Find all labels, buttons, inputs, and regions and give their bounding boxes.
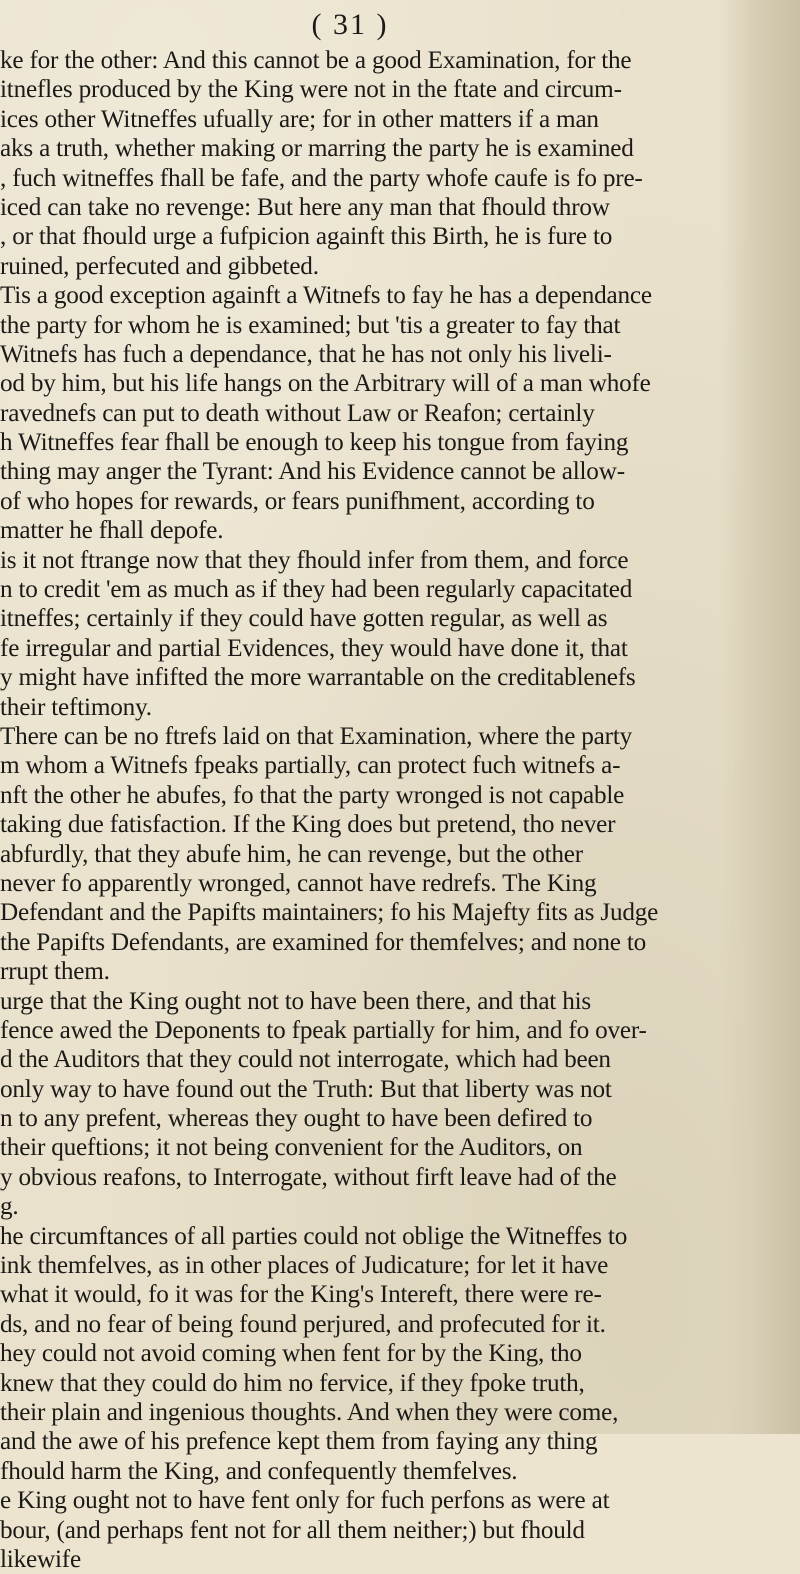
text-line: urge that the King ought not to have been there, and that his [0,987,591,1015]
text-line: is it not ftrange now that they fhould infer from them, and force [0,546,629,574]
text-line: and the awe of his prefence kept them from faying any thing [0,1428,598,1456]
text-line: n to credit 'em as much as if they had been regularly capacitated [0,576,633,604]
text-line: , or that fhould urge a fufpicion againft this Birth, he is fure to [0,223,613,251]
text-line: aks a truth, whether making or marring the party he is examined [0,135,634,163]
text-line: ices other Witneffes ufually are; for in other matters if a man [0,105,599,133]
text-line: the party for whom he is examined; but 'tis a greater to fay that [0,311,621,339]
text-line: h Witneffes fear fhall be enough to keep his tongue from faying [0,429,629,457]
text-line: matter he fhall depofe. [0,517,224,545]
text-line: Witnefs has fuch a dependance, that he has not only his liveli- [0,340,612,368]
text-line: fe irregular and partial Evidences, they would have done it, that [0,634,628,662]
text-line: ds, and no fear of being found perjured, and profecuted for it. [0,1310,606,1338]
text-line: he circumftances of all parties could not oblige the Witneffes to [0,1222,628,1250]
text-line: iced can take no revenge: But here any man that fhould throw [0,193,610,221]
text-line: od by him, but his life hangs on the Arbitrary will of a man whofe [0,370,651,398]
text-line: hey could not avoid coming when fent for by the King, tho [0,1340,582,1368]
body-text [0,46,770,1574]
text-line: of who hopes for rewards, or fears punifhment, according to [0,487,595,515]
text-line: y might have infifted the more warrantable on the creditablenefs [0,664,636,692]
text-line: their plain and ingenious thoughts. And when they were come, [0,1398,619,1426]
text-line: never fo apparently wronged, cannot have redrefs. The King [0,869,597,897]
text-line: g. [0,1193,19,1221]
text-line: their queftions; it not being convenient for the Auditors, on [0,1134,583,1162]
text-line: m whom a Witnefs fpeaks partially, can protect fuch witnefs a- [0,752,621,780]
text-line: n to any prefent, whereas they ought to have been defired to [0,1105,593,1133]
text-line: only way to have found out the Truth: But that liberty was not [0,1075,612,1103]
text-line: ravednefs can put to death without Law or Reafon; certainly [0,399,595,427]
text-line: thing may anger the Tyrant: And his Evidence cannot be allow- [0,458,625,486]
text-line: Tis a good exception againft a Witnefs to fay he has a dependance [0,282,652,310]
text-line: e King ought not to have fent only for fuch perfons as were at [0,1487,610,1515]
text-line: itnefles produced by the King were not in the ftate and circum- [0,76,622,104]
text-line: , fuch witneffes fhall be fafe, and the party whofe caufe is fo pre- [0,164,643,192]
text-line: abfurdly, that they abufe him, he can revenge, but the other [0,840,583,868]
text-line: ruined, perfecuted and gibbeted. [0,252,319,280]
text-line: nft the other he abufes, fo that the party wronged is not capable [0,781,625,809]
text-line: taking due fatisfaction. If the King does but pretend, tho never [0,811,616,839]
text-line: knew that they could do him no fervice, if they fpoke truth, [0,1369,585,1397]
text-line: Defendant and the Papifts maintainers; fo his Majefty fits as Judge [0,899,659,927]
text-line: ink themfelves, as in other places of Judicature; for let it have [0,1252,609,1280]
text-line: ke for the other: And this cannot be a good Examination, for the [0,47,632,74]
text-line: bour, (and perhaps fent not for all them neither;) but fhould [0,1516,585,1544]
text-line: the Papifts Defendants, are examined for themfelves; and none to [0,928,647,956]
text-line: fence awed the Deponents to fpeak partially for him, and fo over- [0,1016,647,1044]
text-line: d the Auditors that they could not interrogate, which had been [0,1046,611,1074]
text-line: what it would, fo it was for the King's Intereft, there were re- [0,1281,602,1309]
text-line: fhould harm the King, and confequently themfelves. [0,1457,518,1485]
text-line: There can be no ftrefs laid on that Examination, where the party [0,722,633,750]
page-number: ( 31 ) [311,8,389,41]
text-line: rrupt them. [0,958,110,986]
text-line: their teftimony. [0,693,152,721]
text-line: likewife [0,1545,81,1573]
text-line: y obvious reafons, to Interrogate, without firft leave had of the [0,1163,617,1191]
text-line: itneffes; certainly if they could have gotten regular, as well as [0,605,608,633]
